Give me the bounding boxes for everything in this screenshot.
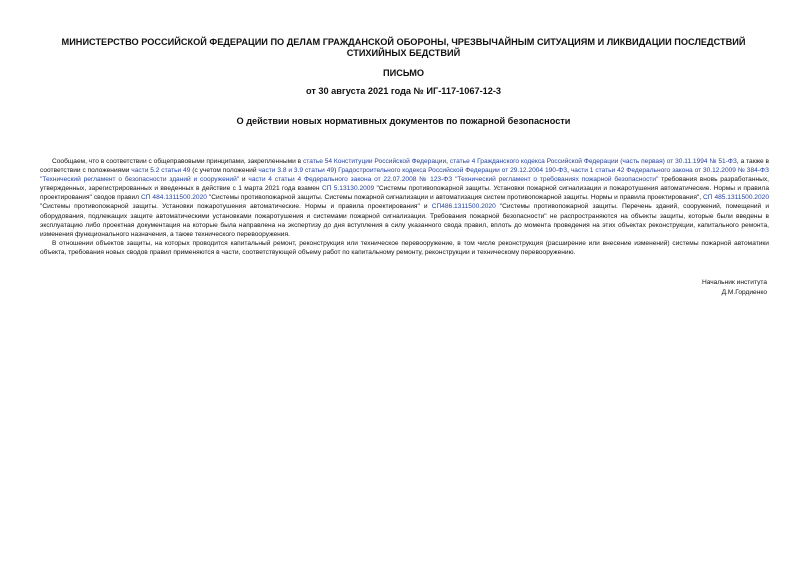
paragraph-1 xyxy=(40,157,769,239)
text-fragment: "Системы противопожарной защиты. Установки пожаротушения автоматические. Нормы и правила проектирования" и xyxy=(40,203,432,211)
link-parts-3-8-3-9-article-49[interactable]: части 3.8 и 3.9 статьи 49 xyxy=(258,167,335,175)
signature-block xyxy=(702,278,767,298)
signer-name: Д.М.Гордиенко xyxy=(721,289,767,296)
date-number: от 30 августа 2021 года № ИГ-117-1067-12-3 xyxy=(305,86,502,96)
document-kind: ПИСЬМО xyxy=(382,68,425,78)
ministry-heading: МИНИСТЕРСТВО РОССИЙСКОЙ ФЕДЕРАЦИИ ПО ДЕЛАМ ГРАЖДАНСКОЙ ОБОРОНЫ, ЧРЕЗВЫЧАЙНЫМ СИТУАЦИЯМ И ЛИКВИДАЦИИ ПОСЛЕДСТВИЙ СТИХИЙНЫХ БЕДСТВИЙ xyxy=(61,37,746,58)
text-fragment: , xyxy=(446,158,450,165)
text-fragment: требования вновь разработанных, утвержденных, зарегистрированных и введенных в действие с 1 марта 2021 года взамен xyxy=(40,176,769,193)
link-civil-code-article-4[interactable]: статье 4 Гражданского кодекса Российской Федерации (часть первая) от 30.11.1994 № 51-ФЗ xyxy=(449,158,737,165)
link-law-384-fz[interactable]: части 1 статьи 42 Федерального закона от 30.12.2009 № 384-ФЗ "Технический регламент о безопасности зданий и сооружений" xyxy=(40,167,770,184)
letter-body xyxy=(40,157,769,257)
text-fragment: "Системы противопожарной защиты. Системы пожарной сигнализации и автоматизация систем противопожарной защиты. Нормы и правила проектирования", xyxy=(206,194,704,202)
link-part-5-2-article-49[interactable]: части 5.2 статьи 49 xyxy=(131,167,191,175)
link-town-planning-code[interactable]: Градостроительного кодекса Российской Федерации от 29.12.2004 190-ФЗ xyxy=(338,167,568,175)
text-fragment: , xyxy=(567,167,571,175)
link-sp-5-13130-2009[interactable]: СП 5.13130.2009 xyxy=(321,185,375,193)
link-sp-486-1311500-2020[interactable]: СП486.1311500.2020 xyxy=(431,203,496,211)
link-constitution-article-54[interactable]: статье 54 Конституции Российской Федерации xyxy=(303,158,447,165)
link-law-123-fz[interactable]: части 4 статьи 4 Федерального закона от 22.07.2008 № 123-ФЗ "Технический регламент о требованиях пожарной безопасности" xyxy=(248,176,659,184)
text-fragment: Сообщаем, что в соответствии с общеправовыми принципами, закрепленными в xyxy=(52,158,303,165)
link-sp-485-1311500-2020[interactable]: СП 485.1311500.2020 xyxy=(703,194,769,202)
text-fragment: "Системы противопожарной защиты. Установки пожарной сигнализации и пожаротушения автоматические. Нормы и правила проектирования" сводов правил xyxy=(40,185,769,202)
text-fragment: ) xyxy=(334,167,339,175)
document-title: О действии новых нормативных документов по пожарной безопасности xyxy=(236,116,571,126)
paragraph-2: В отношении объектов защиты, на которых проводится капитальный ремонт, реконструкция или техническое перевооружение, в том числе реконструкция (расширение или внесение изменений) системы пожарной автоматики объекта, требования новых сводов правил применяются в части, соответствующей объему работ по капитальному ремонту, реконструкции и техническому перевооружению. xyxy=(40,239,769,256)
text-fragment: , а также в соответствии с положениями xyxy=(40,158,770,175)
signer-position: Начальник института xyxy=(701,279,767,286)
text-fragment: (с учетом положений xyxy=(190,167,259,175)
link-sp-484-1311500-2020[interactable]: СП 484.1311500.2020 xyxy=(140,194,207,202)
text-fragment: и xyxy=(239,176,249,184)
text-fragment: "Системы противопожарной защиты. Перечень зданий, сооружений, помещений и оборудования, подлежащих защите автоматическими установками пожаротушения и системами пожарной сигнализации. Требования пожарной безопасности" не распространяются на объекты защиты, которые были введены в эксплуатацию либо проектная документация на которые была направлена на экспертизу до дня вступления в силу указанного свода правил, вплоть до момента проведения на этих объектах реконструкции, капитального ремонта, изменения функционального назначения, а также технического перевооружения. xyxy=(40,203,769,238)
